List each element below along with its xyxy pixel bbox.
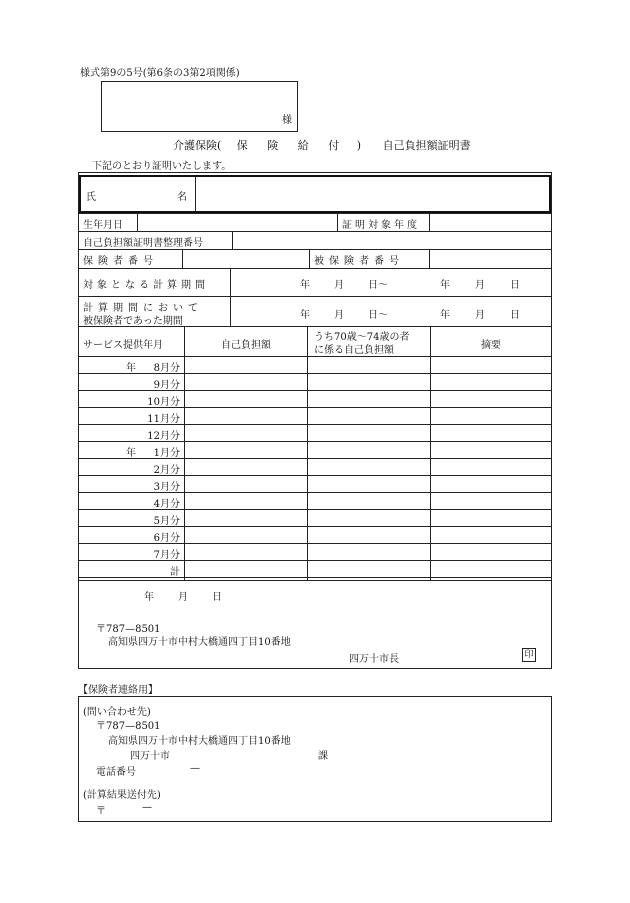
contact-phone-label: 電話番号 — [96, 767, 136, 778]
remarks-cell[interactable] — [431, 441, 551, 458]
issuer-address: 高知県四万十市中村大橋通四丁目10番地 — [108, 637, 291, 648]
insured-from-day: 日〜 — [368, 310, 388, 321]
col-month-header: サービス提供年月 — [83, 340, 163, 351]
issuer-postal: 〒787—8501 — [96, 624, 161, 635]
insured-period-label-1: 計算期間において — [83, 303, 203, 314]
contact-heading: 【保険者連絡用】 — [78, 685, 158, 696]
month-row-label: 11月分 — [147, 414, 180, 425]
month-row-label: 5月分 — [153, 516, 180, 527]
calc-period-label: 対象となる計算期間 — [83, 280, 209, 291]
issuer-mayor: 四万十市長 — [349, 654, 399, 665]
remarks-cell[interactable] — [431, 526, 551, 543]
self-pay-cell[interactable] — [185, 407, 306, 424]
self-pay-cell[interactable] — [185, 390, 306, 407]
age-70-74-cell[interactable] — [308, 441, 429, 458]
age-70-74-cell[interactable] — [308, 424, 429, 441]
name-label-right: 名 — [177, 192, 187, 203]
month-row-year: 年 — [126, 363, 136, 374]
month-row-label: 8月分 — [153, 363, 180, 374]
remarks-cell[interactable] — [431, 356, 551, 373]
month-row-label: 10月分 — [147, 397, 180, 408]
contact-send-postal: 〒 — [96, 806, 106, 817]
remarks-cell[interactable] — [431, 373, 551, 390]
self-pay-cell[interactable] — [185, 543, 306, 560]
period-to-year: 年 — [440, 280, 450, 291]
insured-to-month: 月 — [475, 310, 485, 321]
contact-section: 課 — [318, 751, 328, 762]
addressee-box[interactable] — [101, 81, 298, 132]
issue-year: 年 — [144, 592, 154, 603]
col-age-header-1: うち70歳〜74歳の者 — [314, 332, 410, 343]
insurance-type: 保 険 給 付 — [236, 139, 348, 152]
month-row-label: 計 — [170, 567, 180, 578]
insurer-number-label: 保険者番号 — [83, 256, 158, 267]
month-row-label: 9月分 — [153, 380, 180, 391]
remarks-cell[interactable] — [431, 509, 551, 526]
insured-to-day: 日 — [510, 310, 520, 321]
issue-day: 日 — [212, 592, 222, 603]
age-70-74-cell[interactable] — [308, 509, 429, 526]
birth-date-label: 生年月日 — [83, 220, 123, 231]
self-pay-cell[interactable] — [185, 458, 306, 475]
insured-from-year: 年 — [300, 310, 310, 321]
month-row-label: 12月分 — [147, 431, 180, 442]
age-70-74-cell[interactable] — [308, 356, 429, 373]
addressee-suffix: 様 — [282, 115, 292, 126]
period-to-day: 日 — [510, 280, 520, 291]
insured-number-label: 被保険者番号 — [314, 256, 404, 267]
age-70-74-cell[interactable] — [308, 390, 429, 407]
self-pay-cell[interactable] — [185, 424, 306, 441]
name-field[interactable] — [198, 180, 548, 210]
issue-month: 月 — [178, 592, 188, 603]
self-pay-cell[interactable] — [185, 526, 306, 543]
month-row-label: 6月分 — [153, 533, 180, 544]
self-pay-cell[interactable] — [185, 492, 306, 509]
month-row-label: 7月分 — [153, 550, 180, 561]
insured-from-month: 月 — [334, 310, 344, 321]
remarks-cell[interactable] — [431, 390, 551, 407]
remarks-cell[interactable] — [431, 407, 551, 424]
period-from-day: 日〜 — [368, 280, 388, 291]
contact-inquiry: (問い合わせ先) — [83, 707, 151, 718]
self-pay-cell[interactable] — [185, 356, 306, 373]
month-row-label: 3月分 — [153, 482, 180, 493]
self-pay-cell[interactable] — [185, 560, 306, 577]
cert-year-label: 証明対象年度 — [342, 220, 420, 231]
contact-address: 高知県四万十市中村大橋通四丁目10番地 — [108, 736, 291, 747]
age-70-74-cell[interactable] — [308, 492, 429, 509]
remarks-cell[interactable] — [431, 458, 551, 475]
title-close: ) — [356, 139, 362, 152]
cert-number-label: 自己負担額証明書整理番号 — [83, 238, 203, 249]
seal-mark: 印 — [522, 648, 536, 662]
contact-phone-dash: — — [190, 763, 200, 774]
period-from-month: 月 — [334, 280, 344, 291]
period-from-year: 年 — [300, 280, 310, 291]
remarks-cell[interactable] — [431, 543, 551, 560]
self-pay-cell[interactable] — [185, 475, 306, 492]
remarks-cell[interactable] — [431, 560, 551, 577]
remarks-cell[interactable] — [431, 475, 551, 492]
insured-period-label-2: 被保険者であった期間 — [83, 316, 183, 327]
col-selfpay-header: 自己負担額 — [221, 340, 271, 351]
age-70-74-cell[interactable] — [308, 560, 429, 577]
contact-postal: 〒787—8501 — [96, 721, 161, 732]
month-row-label: 4月分 — [153, 499, 180, 510]
form-id: 様式第9の5号(第6条の3第2項関係) — [80, 68, 240, 79]
age-70-74-cell[interactable] — [308, 373, 429, 390]
remarks-cell[interactable] — [431, 424, 551, 441]
col-age-header-2: に係る自己負担額 — [314, 345, 394, 356]
age-70-74-cell[interactable] — [308, 407, 429, 424]
insured-to-year: 年 — [440, 310, 450, 321]
contact-city: 四万十市 — [130, 751, 170, 762]
self-pay-cell[interactable] — [185, 441, 306, 458]
contact-send-to: (計算結果送付先) — [83, 790, 161, 801]
contact-send-dash: — — [142, 802, 152, 813]
self-pay-cell[interactable] — [185, 373, 306, 390]
age-70-74-cell[interactable] — [308, 475, 429, 492]
month-row-year: 年 — [126, 448, 136, 459]
name-label-left: 氏 — [86, 192, 96, 203]
title-name: 自己負担額証明書 — [382, 139, 471, 152]
remarks-cell[interactable] — [431, 492, 551, 509]
age-70-74-cell[interactable] — [308, 526, 429, 543]
col-remarks-header: 摘要 — [481, 340, 501, 351]
month-row-label: 1月分 — [153, 448, 180, 459]
age-70-74-cell[interactable] — [308, 458, 429, 475]
month-row-label: 2月分 — [153, 465, 180, 476]
form-title — [173, 137, 471, 153]
age-70-74-cell[interactable] — [308, 543, 429, 560]
intro-text: 下記のとおり証明いたします。 — [92, 161, 232, 172]
title-prefix: 介護保険( — [173, 139, 222, 152]
period-to-month: 月 — [475, 280, 485, 291]
self-pay-cell[interactable] — [185, 509, 306, 526]
